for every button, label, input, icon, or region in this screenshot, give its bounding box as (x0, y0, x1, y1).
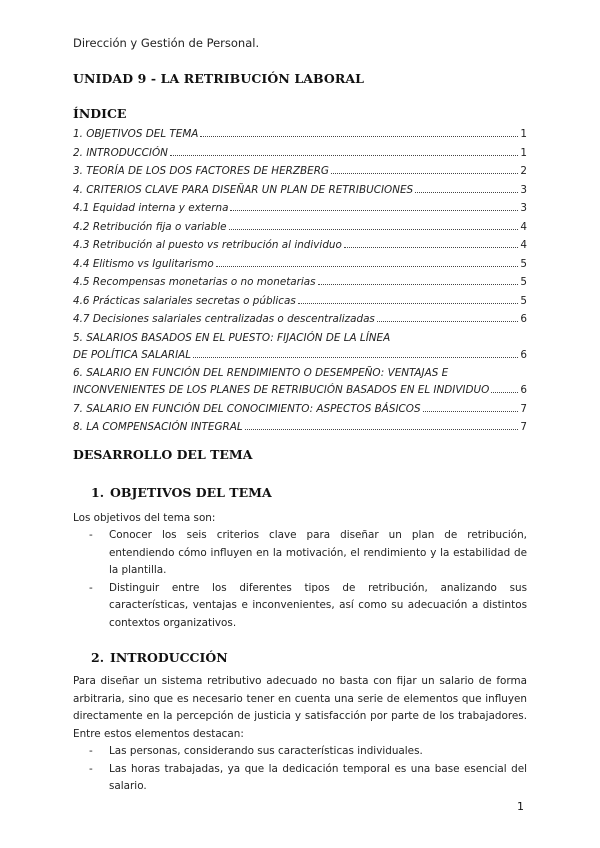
toc-entry-text: 4.2 Retribución fija o variable (73, 220, 227, 233)
toc-entry[interactable] (73, 184, 527, 203)
toc-entry-text: 4.7 Decisiones salariales centralizadas o descentralizadas (73, 313, 375, 325)
toc-entry-text: 4.3 Retribución al puesto vs retribución al individuo (73, 239, 342, 251)
table-of-contents (73, 128, 527, 440)
section-1-heading (91, 485, 272, 500)
toc-entry[interactable] (73, 202, 527, 221)
toc-entry-text: DE POLÍTICA SALARIAL (73, 348, 192, 361)
toc-entry[interactable] (73, 128, 527, 147)
toc-entry-line[interactable] (73, 367, 527, 384)
section-1-list (73, 527, 527, 632)
toc-leader (193, 357, 518, 358)
toc-leader (415, 192, 518, 193)
toc-entry-text: 2. INTRODUCCIÓN (73, 146, 168, 159)
toc-leader (230, 210, 518, 211)
page-header: Dirección y Gestión de Personal. (73, 36, 260, 50)
toc-page: 5 (520, 276, 527, 288)
toc-entry[interactable] (73, 295, 527, 314)
toc-leader (318, 284, 519, 285)
toc-entry[interactable] (73, 313, 527, 332)
dash-bullet: - (89, 762, 93, 775)
page-number: 1 (517, 800, 524, 813)
toc-leader (344, 247, 519, 248)
desarrollo-title: DESARROLLO DEL TEMA (73, 447, 253, 462)
list-item-text: Conocer los seis criterios clave para diseñar un plan de retribución, entendiendo cómo influyen en la motivación, el rendimiento y la estabilidad de la plantilla. (109, 529, 527, 576)
toc-page: 7 (520, 402, 527, 415)
toc-entry[interactable] (73, 384, 527, 403)
toc-leader (491, 392, 518, 393)
toc-entry-text: 3. TEORÍA DE LOS DOS FACTORES DE HERZBERG (73, 165, 329, 177)
list-item (73, 580, 527, 633)
toc-entry-text: 4.6 Prácticas salariales secretas o públicas (73, 294, 296, 307)
toc-entry-line[interactable] (73, 332, 527, 349)
toc-page: 4 (520, 220, 527, 233)
section-number: 1. (91, 485, 105, 500)
toc-page: 3 (520, 202, 527, 214)
toc-leader (229, 229, 519, 230)
toc-entry[interactable] (73, 276, 527, 295)
toc-page: 5 (520, 257, 527, 270)
section-title: OBJETIVOS DEL TEMA (110, 485, 272, 500)
toc-entry[interactable] (73, 165, 527, 184)
unit-title: UNIDAD 9 - LA RETRIBUCIÓN LABORAL (73, 71, 365, 86)
dash-bullet: - (89, 529, 93, 541)
list-item-text: Las personas, considerando sus características individuales. (109, 745, 423, 757)
toc-entry-text: INCONVENIENTES DE LOS PLANES DE RETRIBUCIÓN BASADOS EN EL INDIVIDUO (73, 384, 490, 396)
toc-leader (170, 155, 518, 156)
toc-entry[interactable] (73, 147, 527, 166)
toc-leader (298, 303, 519, 304)
toc-entry[interactable] (73, 403, 527, 422)
toc-leader (216, 266, 519, 267)
toc-page: 6 (520, 313, 527, 325)
index-title: ÍNDICE (73, 106, 127, 121)
toc-entry-text: 4. CRITERIOS CLAVE PARA DISEÑAR UN PLAN DE RETRIBUCIONES (73, 183, 414, 196)
section-title: INTRODUCCIÓN (110, 650, 228, 665)
section-2-paragraph: Para diseñar un sistema retributivo adecuado no basta con fijar un salario de forma arbitraria, sino que es necesario tener en cuenta una serie de elementos que influyen directamente en la percepción de justicia y satisfacción por parte de los trabajadores. Entre estos elementos destacan: (73, 675, 527, 740)
toc-entry-text: 6. SALARIO EN FUNCIÓN DEL RENDIMIENTO O DESEMPEÑO: VENTAJAS E (73, 367, 449, 379)
toc-entry-text: 7. SALARIO EN FUNCIÓN DEL CONOCIMIENTO: ASPECTOS BÁSICOS (73, 402, 421, 415)
toc-page: 1 (520, 128, 527, 140)
toc-page: 6 (520, 348, 527, 361)
list-item-text: Las horas trabajadas, ya que la dedicación temporal es una base esencial del salario. (109, 762, 527, 792)
toc-leader (245, 429, 519, 430)
toc-page: 6 (520, 384, 527, 396)
toc-entry[interactable] (73, 349, 527, 368)
toc-page: 5 (520, 294, 527, 307)
toc-entry-text: 1. OBJETIVOS DEL TEMA (73, 128, 199, 140)
toc-entry-text: 4.5 Recompensas monetarias o no monetarias (73, 276, 316, 288)
section-1-intro: Los objetivos del tema son: (73, 512, 216, 524)
toc-page: 4 (520, 239, 527, 251)
toc-entry-text: 8. LA COMPENSACIÓN INTEGRAL (73, 421, 243, 433)
section-number: 2. (91, 650, 105, 665)
toc-page: 2 (520, 165, 527, 177)
toc-leader (377, 321, 519, 322)
toc-entry[interactable] (73, 258, 527, 277)
toc-entry-text: 5. SALARIOS BASADOS EN EL PUESTO: FIJACIÓN DE LA LÍNEA (73, 331, 391, 344)
toc-page: 7 (520, 421, 527, 433)
toc-page: 3 (520, 183, 527, 196)
toc-entry-text: 4.1 Equidad interna y externa (73, 202, 229, 214)
section-2-heading (91, 650, 228, 665)
list-item (73, 761, 527, 796)
toc-leader (331, 173, 518, 174)
list-item (73, 527, 527, 580)
toc-leader (423, 411, 519, 412)
toc-page: 1 (520, 146, 527, 159)
list-item (73, 743, 527, 761)
toc-entry[interactable] (73, 239, 527, 258)
section-2-list (73, 743, 527, 796)
dash-bullet: - (89, 581, 93, 594)
list-item-text: Distinguir entre los diferentes tipos de retribución, analizando sus características, ventajas e inconvenientes, así como su adecuación a distintos contextos organizativos. (109, 581, 527, 629)
toc-leader (200, 136, 518, 137)
dash-bullet: - (89, 745, 93, 757)
toc-entry[interactable] (73, 221, 527, 240)
toc-entry[interactable] (73, 421, 527, 440)
toc-entry-text: 4.4 Elitismo vs Igulitarismo (73, 257, 214, 270)
